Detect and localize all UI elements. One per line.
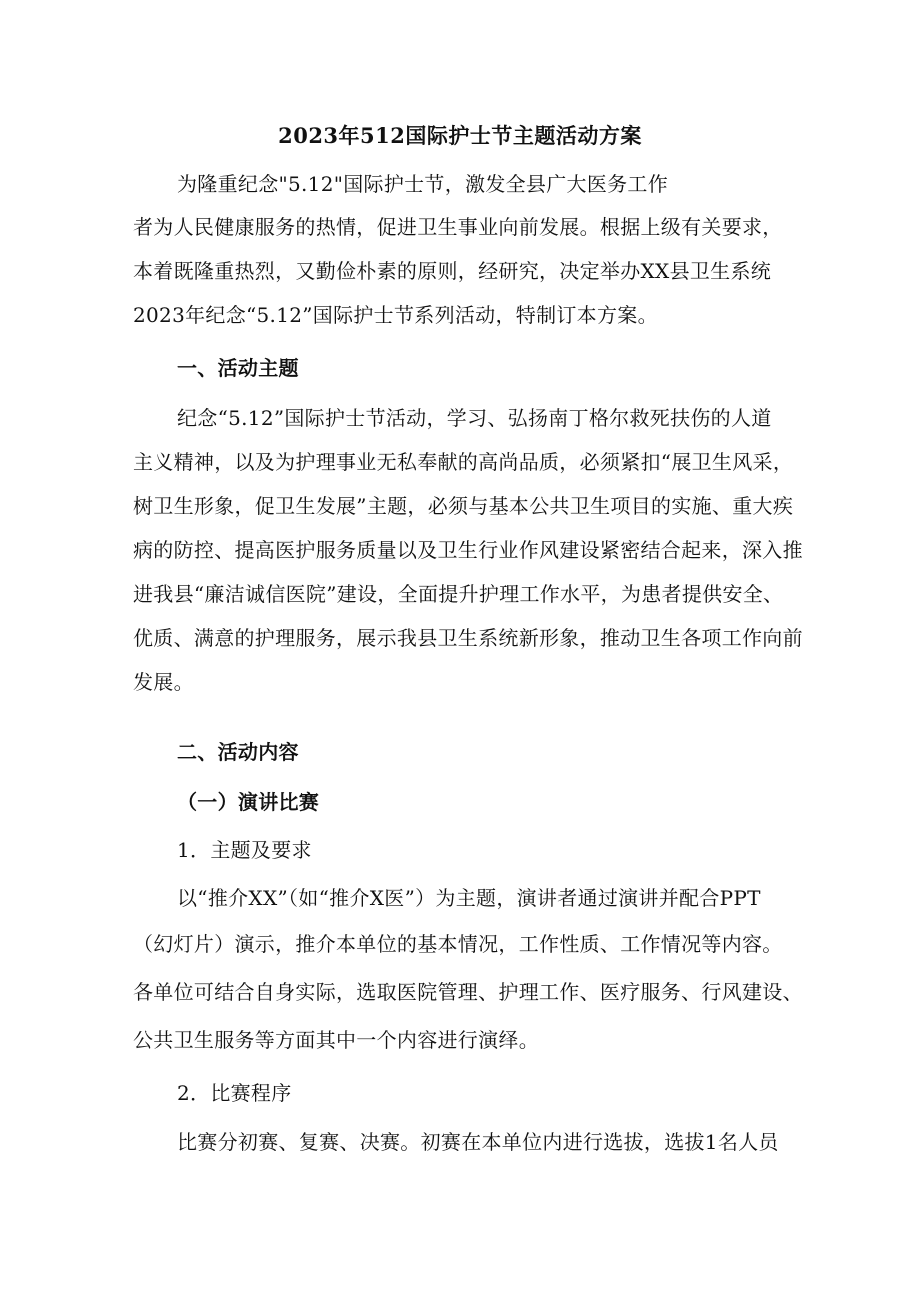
section1-line-2: 主义精神，以及为护理事业无私奉献的高尚品质，必须紧扣“展卫生风采，: [133, 450, 794, 474]
item2-heading: 2．比赛程序: [177, 1081, 292, 1105]
item1-line-2: （幻灯片）演示，推介本单位的基本情况，工作性质、工作情况等内容。: [133, 932, 783, 956]
intro-line-1: 为隆重纪念"5.12"国际护士节，激发全县广大医务工作: [177, 172, 669, 196]
section1-line-1: 纪念“5.12”国际护士节活动，学习、弘扬南丁格尔救死扶伤的人道: [177, 406, 772, 430]
intro-line-3: 本着既隆重热烈，又勤俭朴素的原则，经研究，决定举办XX县卫生系统: [133, 259, 772, 283]
item1-heading: 1．主题及要求: [177, 838, 312, 862]
intro-line-2: 者为人民健康服务的热情，促进卫生事业向前发展。根据上级有关要求，: [133, 215, 783, 239]
item1-line-4: 公共卫生服务等方面其中一个内容进行演绎。: [133, 1028, 539, 1052]
section1-line-6: 优质、满意的护理服务，展示我县卫生系统新形象，推动卫生各项工作向前: [133, 626, 803, 650]
item2-line-1: 比赛分初赛、复赛、决赛。初赛在本单位内进行选拔，选拔1名人员: [177, 1130, 779, 1154]
section1-line-4: 病的防控、提高医护服务质量以及卫生行业作风建设紧密结合起来，深入推: [133, 538, 803, 562]
intro-line-4: 2023年纪念“5.12”国际护士节系列活动，特制订本方案。: [133, 303, 658, 327]
section1-line-5: 进我县“廉洁诚信医院”建设，全面提升护理工作水平，为患者提供安全、: [133, 582, 784, 606]
section2-subheading: （一）演讲比赛: [177, 790, 320, 814]
section2-heading: 二、活动内容: [177, 740, 299, 764]
item1-line-3: 各单位可结合自身实际，选取医院管理、护理工作、医疗服务、行风建设、: [133, 980, 803, 1004]
section1-line-7: 发展。: [133, 670, 194, 694]
section1-heading: 一、活动主题: [177, 356, 299, 380]
item1-line-1: 以“推介XX”（如“推介X医”）为主题，演讲者通过演讲并配合PPT: [177, 886, 761, 910]
section1-line-3: 树卫生形象，促卫生发展”主题，必须与基本公共卫生项目的实施、重大疾: [133, 494, 794, 518]
document-title: 2023年512国际护士节主题活动方案: [278, 123, 642, 148]
